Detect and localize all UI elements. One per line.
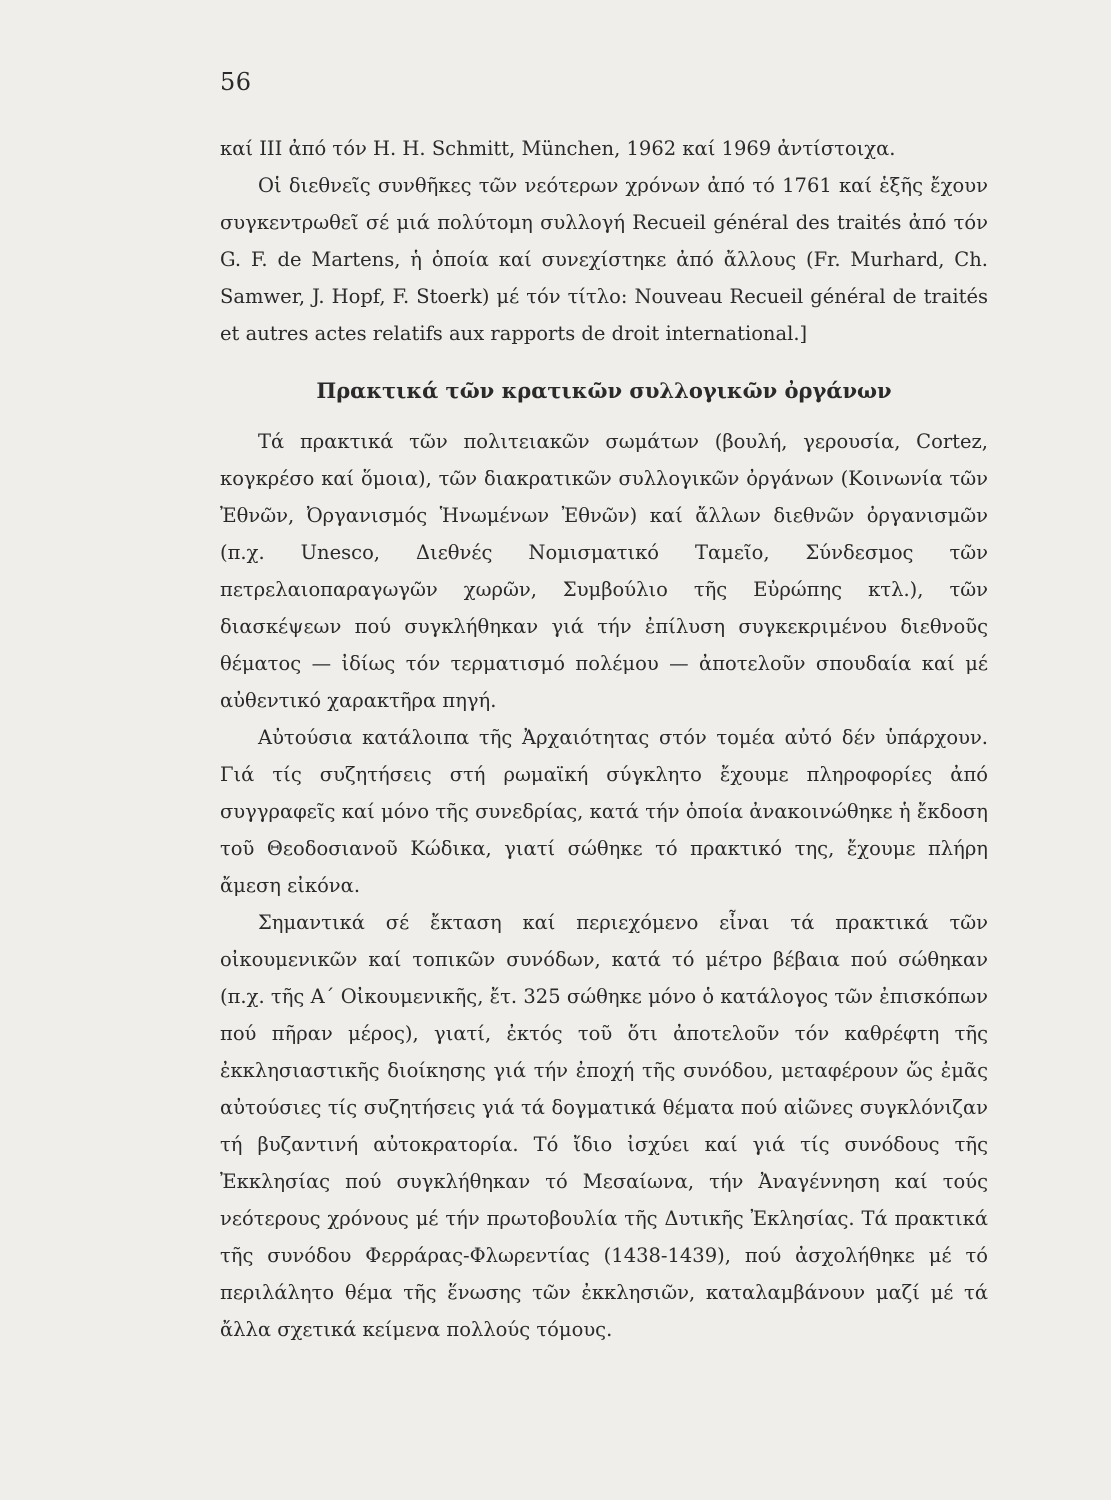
paragraph-1: καί III ἀπό τόν H. H. Schmitt, München, 1962 καί 1969 ἀντίστοιχα. [220,137,896,160]
section-heading: Πρακτικά τῶν κρατικῶν συλλογικῶν ὀργάνων [316,378,892,403]
page-content [220,130,988,1348]
body-paragraph-3: Σημαντικά σέ ἔκταση καί περιεχόμενο εἶναι τά πρακτικά τῶν οἰκουμενικῶν καί τοπικῶν συνόδων, κατά τό μέτρο βέβαια πού σώθηκαν (π.χ. τῆς Α΄ Οἰκουμενικῆς, ἔτ. 325 σώθηκε μόνο ὁ κατάλογος τῶν ἐπισκόπων πού πῆραν μέρος), γιατί, ἐκτός τοῦ ὅτι ἀποτελοῦν τόν καθρέφτη τῆς ἐκκλησιαστικῆς διοίκησης γιά τήν ἐποχή τῆς συνόδου, μεταφέρουν ὥς ἐμᾶς αὐτούσιες τίς συζητήσεις γιά τά δογματικά θέματα πού αἰῶνες συγκλόνιζαν τή βυζαντινή αὐτοκρατορία. Τό ἴδιο ἰσχύει καί γιά τίς συνόδους τῆς Ἐκκλησίας πού συγκλήθηκαν τό Μεσαίωνα, τήν Ἀναγέννηση καί τούς νεότερους χρόνους μέ τήν πρωτοβουλία τῆς Δυτικῆς Ἐκλησίας. Τά πρακτικά τῆς συνόδου Φερράρας-Φλωρεντίας (1438-1439), πού ἀσχολήθηκε μέ τό περιλάλητο θέμα τῆς ἕνωσης τῶν ἐκκλησιῶν, καταλαμβάνουν μαζί μέ τά ἄλλα σχετικά κείμενα πολλούς τόμους. [220,911,988,1341]
paragraph-2: Οἱ διεθνεῖς συνθῆκες τῶν νεότερων χρόνων ἀπό τό 1761 καί ἑξῆς ἔχουν συγκεντρωθεῖ σέ μιά πολύτομη συλλογή Recueil général des traités ἀπό τόν G. F. de Martens, ἡ ὁποία καί συνεχίστηκε ἀπό ἄλλους (Fr. Murhard, Ch. Samwer, J. Hopf, F. Stoerk) μέ τόν τίτλο: Nouveau Recueil général de traités et autres actes relatifs aux rapports de droit international.] [220,174,988,345]
body-paragraph-2: Αὐτούσια κατάλοιπα τῆς Ἀρχαιότητας στόν τομέα αὐτό δέν ὑπάρχουν. Γιά τίς συζητήσεις στή ρωμαϊκή σύγκλητο ἔχουμε πληροφορίες ἀπό συγγραφεῖς καί μόνο τῆς συνεδρίας, κατά τήν ὁποία ἀνακοινώθηκε ἡ ἔκδοση τοῦ Θεοδοσιανοῦ Κώδικα, γιατί σώθηκε τό πρακτικό της, ἔχουμε πλήρη ἄμεση εἰκόνα. [220,726,988,897]
page-number: 56 [220,68,252,96]
body-paragraph-1: Τά πρακτικά τῶν πολιτειακῶν σωμάτων (βουλή, γερουσία, Cortez, κογκρέσο καί ὅμοια), τῶν διακρατικῶν συλλογικῶν ὀργάνων (Κοινωνία τῶν Ἐθνῶν, Ὀργανισμός Ἡνωμένων Ἐθνῶν) καί ἄλλων διεθνῶν ὀργανισμῶν (π.χ. Unesco, Διεθνές Νομισματικό Ταμεῖο, Σύνδεσμος τῶν πετρελαιοπαραγωγῶν χωρῶν, Συμβούλιο τῆς Εὐρώπης κτλ.), τῶν διασκέψεων πού συγκλήθηκαν γιά τήν ἐπίλυση συγκεκριμένου διεθνοῦς θέματος — ἰδίως τόν τερματισμό πολέμου — ἀποτελοῦν σπουδαία καί μέ αὐθεντικό χαρακτῆρα πηγή. [220,430,988,712]
